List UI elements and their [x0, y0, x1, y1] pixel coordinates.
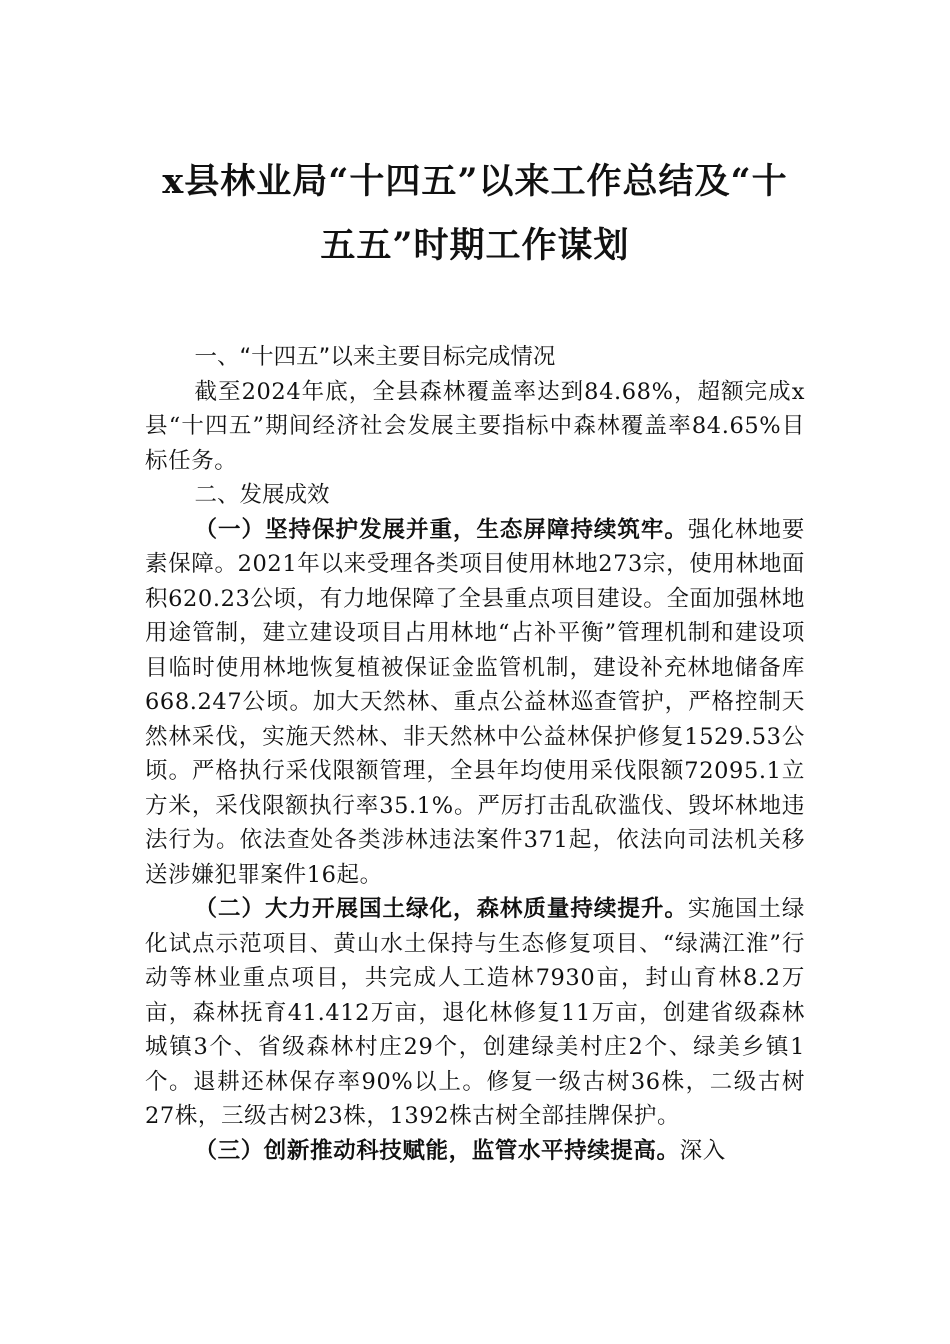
section-heading-2: 二、发展成效 [194, 482, 330, 508]
paragraph-text: 实施国土绿化试点示范项目、黄山水土保持与生态修复项目、“绿满江淮”行动等林业重点项目，共完成人工造林7930亩，封山育林8.2万亩，森林抚育41.412万亩，退化林修复11万亩，创建省级森林城镇3个、省级森林村庄29个，创建绿美村庄2个、绿美乡镇1个。退耕还林保存率90%以上。修复一级古树36株，二级古树27株，三级古树23株，1392株古树全部挂牌保护。 [145, 896, 805, 1129]
paragraph-greening [145, 892, 805, 1134]
paragraph-lead: （二）大力开展国土绿化，森林质量持续提升。 [194, 896, 688, 922]
paragraph-protection [145, 513, 805, 893]
paragraph-lead: （三）创新推动科技赋能，监管水平持续提高。 [194, 1137, 680, 1164]
paragraph-target-completion [145, 375, 805, 479]
document-title [145, 150, 805, 278]
title-line-1: x县林业局“十四五”以来工作总结及“十 [162, 161, 788, 202]
document-body [145, 150, 805, 1168]
paragraph-text: 强化林地要素保障。2021年以来受理各类项目使用林地273宗，使用林地面积620.23公顷，有力地保障了全县重点项目建设。全面加强林地用途管制，建立建设项目占用林地“占补平衡”管理机制和建设项目临时使用林地恢复植被保证金监管机制，建设补充林地储备库668.247公顷。加大天然林、重点公益林巡查管护，严格控制天然林采伐，实施天然林、非天然林中公益林保护修复1529.53公顷。严格执行采伐限额管理，全县年均使用采伐限额72095.1立方米，采伐限额执行率35.1%。严厉打击乱砍滥伐、毁坏林地违法行为。依法查处各类涉林违法案件371起，依法向司法机关移送涉嫌犯罪案件16起。 [145, 516, 805, 888]
paragraph-text: 深入 [679, 1137, 726, 1164]
section-heading-1: 一、“十四五”以来主要目标完成情况 [194, 344, 556, 370]
paragraph-lead: （一）坚持保护发展并重，生态屏障持续筑牢。 [194, 516, 688, 543]
paragraph-technology [145, 1134, 805, 1169]
paragraph-text: 截至2024年底，全县森林覆盖率达到84.68%，超额完成x县“十四五”期间经济社会发展主要指标中森林覆盖率84.65%目标任务。 [145, 378, 805, 474]
title-line-2: 五五”时期工作谋划 [320, 225, 630, 266]
title-spacer [145, 278, 805, 340]
